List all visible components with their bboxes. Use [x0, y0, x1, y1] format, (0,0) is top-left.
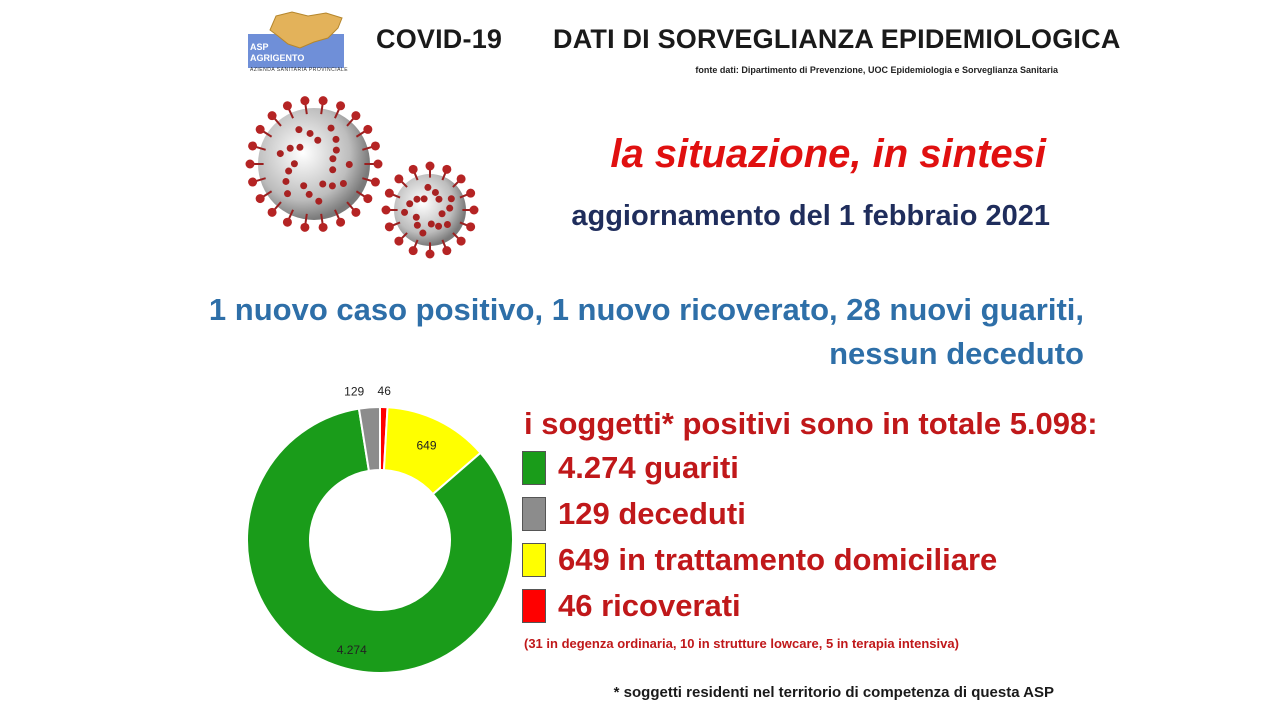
legend-item-domiciliare	[522, 540, 997, 580]
legend-swatch	[522, 589, 546, 623]
daily-summary-line-2: nessun deceduto	[829, 336, 1084, 371]
legend-item-guariti	[522, 448, 739, 488]
page-title-covid: COVID-19	[376, 24, 503, 54]
logo-text-agrigento: AGRIGENTO	[250, 53, 305, 63]
legend-label: 649 in trattamento domiciliare	[558, 542, 998, 577]
coronavirus-illustration	[244, 88, 484, 268]
update-date: aggiornamento del 1 febbraio 2021	[571, 200, 1050, 232]
legend-swatch	[522, 543, 546, 577]
virus-large-icon	[246, 96, 383, 232]
legend-swatch	[522, 451, 546, 485]
logo-text-subtitle: AZIENDA SANITARIA PROVINCIALE	[250, 67, 349, 73]
donut-chart	[240, 370, 520, 710]
data-source: fonte dati: Dipartimento di Prevenzione, UOC Epidemiologia e Sorveglianza Sanitaria	[695, 65, 1058, 75]
daily-summary-line-1: 1 nuovo caso positivo, 1 nuovo ricoverato, 28 nuovi guariti,	[208, 292, 1084, 327]
slice-label-deceduti: 129	[344, 384, 365, 399]
positive-total: i soggetti* positivi sono in totale 5.098:	[524, 406, 1098, 441]
legend-label: 46 ricoverati	[558, 588, 741, 623]
headline: la situazione, in sintesi	[610, 132, 1046, 176]
virus-small-icon	[382, 162, 479, 259]
page-title: DATI DI SORVEGLIANZA EPIDEMIOLOGICA	[553, 24, 1121, 54]
slice-label-trattamento-domiciliare: 649	[416, 438, 437, 453]
slice-label-ricoverati: 46	[377, 384, 391, 399]
hospitalized-detail: (31 in degenza ordinaria, 10 in strutture lowcare, 5 in terapia intensiva)	[524, 636, 959, 651]
legend-swatch	[522, 497, 546, 531]
footnote: * soggetti residenti nel territorio di competenza di questa ASP	[613, 684, 1054, 701]
legend-label: 129 deceduti	[558, 496, 746, 531]
legend-item-ricoverati	[522, 586, 741, 626]
logo-text-asp: ASP	[250, 42, 269, 52]
legend-label: 4.274 guariti	[558, 450, 739, 485]
slice-label-guariti: 4.274	[336, 642, 367, 657]
legend-item-deceduti	[522, 494, 746, 534]
